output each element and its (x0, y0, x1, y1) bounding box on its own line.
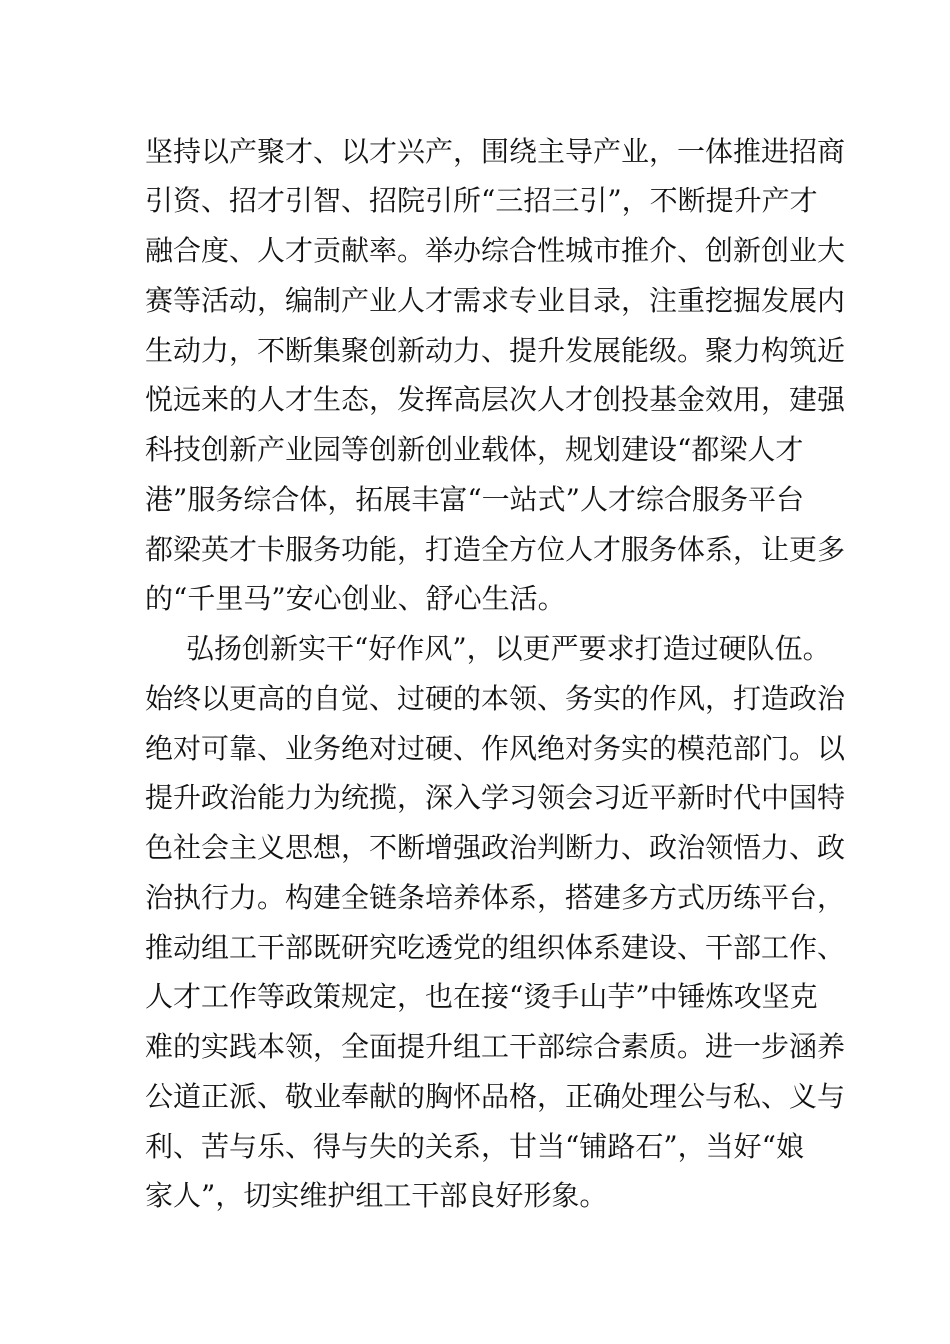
text-line: 色社会主义思想，不断增强政治判断力、政治领悟力、政 (145, 831, 846, 864)
text-line: 的“千里马”安心创业、舒心生活。 (145, 582, 566, 615)
text-line: 提升政治能力为统揽，深入学习领会习近平新时代中国特 (145, 781, 846, 814)
text-line: 推动组工干部既研究吃透党的组织体系建设、干部工作、 (145, 931, 846, 964)
text-line: 始终以更高的自觉、过硬的本领、务实的作风，打造政治 (145, 682, 846, 715)
text-line: 坚持以产聚才、以才兴产，围绕主导产业，一体推进招商 (145, 135, 846, 168)
text-line: 家人”，切实维护组工干部良好形象。 (145, 1179, 608, 1212)
text-line: 绝对可靠、业务绝对过硬、作风绝对务实的模范部门。以 (145, 732, 846, 765)
text-line: 难的实践本领，全面提升组工干部综合素质。进一步涵养 (145, 1030, 846, 1063)
text-line: 悦远来的人才生态，发挥高层次人才创投基金效用，建强 (145, 383, 846, 416)
text-line: 人才工作等政策规定，也在接“烫手山芋”中锤炼攻坚克 (145, 980, 818, 1013)
text-line: 赛等活动，编制产业人才需求专业目录，注重挖掘发展内 (145, 284, 846, 317)
text-line: 公道正派、敬业奉献的胸怀品格，正确处理公与私、义与 (145, 1080, 846, 1113)
text-line: 融合度、人才贡献率。举办综合性城市推介、创新创业大 (145, 234, 846, 267)
text-line: 治执行力。构建全链条培养体系，搭建多方式历练平台， (145, 881, 846, 914)
text-line: 港”服务综合体，拓展丰富“一站式”人才综合服务平台 (145, 483, 804, 516)
text-line: 都梁英才卡服务功能，打造全方位人才服务体系，让更多 (145, 533, 846, 566)
text-line: 科技创新产业园等创新创业载体，规划建设“都梁人才 (145, 433, 804, 466)
text-line: 生动力，不断集聚创新动力、提升发展能级。聚力构筑近 (145, 334, 846, 367)
text-line: 弘扬创新实干“好作风”，以更严要求打造过硬队伍。 (186, 632, 831, 665)
text-line: 利、苦与乐、得与失的关系，甘当“铺路石”，当好“娘 (145, 1130, 804, 1163)
text-line: 引资、招才引智、招院引所“三招三引”，不断提升产才 (145, 184, 818, 217)
